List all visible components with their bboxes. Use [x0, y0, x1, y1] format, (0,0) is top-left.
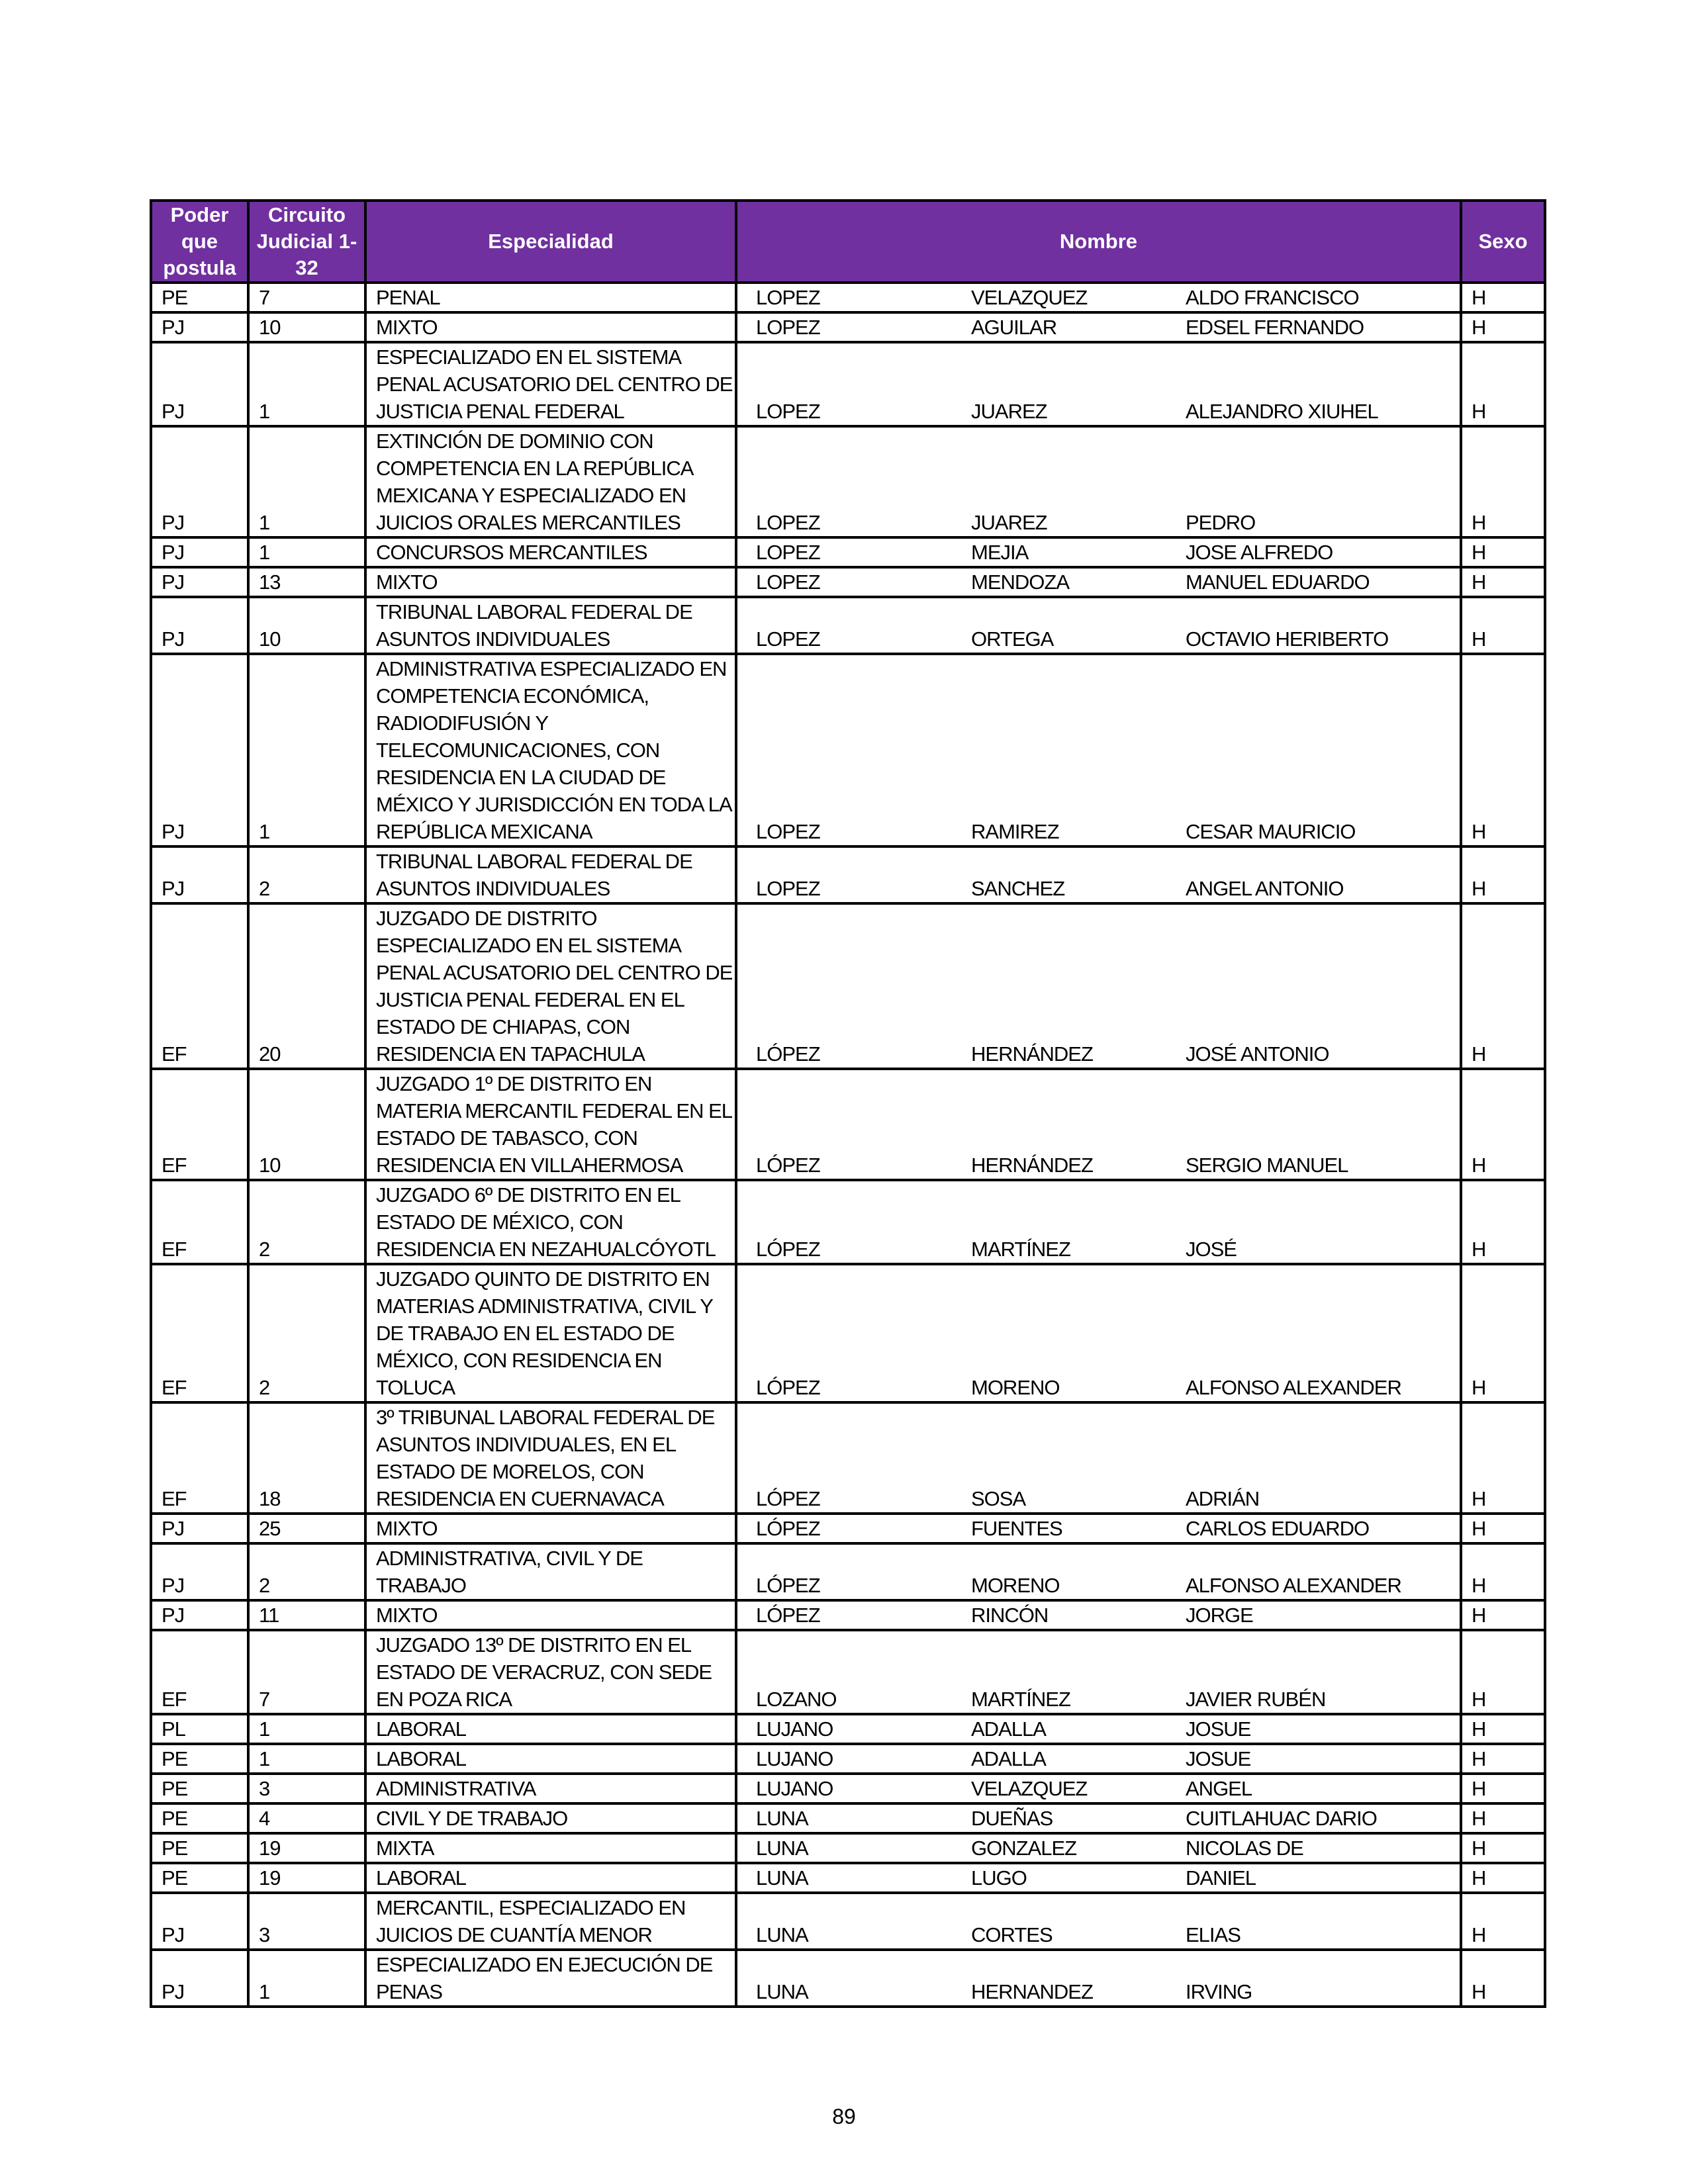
- cell-poder: EF: [151, 903, 248, 1069]
- cell-poder: PJ: [151, 537, 248, 567]
- table-row: [151, 1264, 1545, 1402]
- cell-nombre: [736, 1402, 1461, 1514]
- cell-circuito: 1: [248, 426, 365, 537]
- apellido-paterno: LOPEZ: [756, 511, 820, 534]
- cell-nombre: [736, 1264, 1461, 1402]
- cell-sexo: H: [1461, 1543, 1545, 1600]
- cell-nombre: [736, 654, 1461, 846]
- cell-circuito: 3: [248, 1774, 365, 1803]
- cell-especialidad: MIXTO: [365, 567, 736, 597]
- apellido-paterno: LOPEZ: [756, 400, 820, 423]
- apellido-paterno: LÓPEZ: [756, 1238, 820, 1261]
- apellido-paterno: LUJANO: [756, 1777, 833, 1800]
- cell-sexo: H: [1461, 597, 1545, 654]
- apellido-paterno: LOPEZ: [756, 541, 820, 564]
- apellido-materno: MORENO: [971, 1574, 1060, 1597]
- cell-poder: PJ: [151, 654, 248, 846]
- nombres: IRVING: [1186, 1980, 1252, 2003]
- header-nombre: Nombre: [736, 201, 1461, 283]
- nombres: JOSÉ ANTONIO: [1186, 1042, 1329, 1066]
- cell-poder: PJ: [151, 342, 248, 426]
- table-row: [151, 846, 1545, 903]
- table-row: [151, 1774, 1545, 1803]
- nombres: ALFONSO ALEXANDER: [1186, 1376, 1401, 1399]
- apellido-paterno: LÓPEZ: [756, 1376, 820, 1399]
- cell-especialidad: LABORAL: [365, 1714, 736, 1744]
- table-row: [151, 1402, 1545, 1514]
- table-row: [151, 1950, 1545, 2007]
- cell-nombre: [736, 342, 1461, 426]
- header-poder: Poder que postula: [151, 201, 248, 283]
- cell-circuito: 10: [248, 597, 365, 654]
- apellido-paterno: LÓPEZ: [756, 1042, 820, 1066]
- cell-nombre: [736, 537, 1461, 567]
- table-body: [151, 283, 1545, 2007]
- cell-especialidad: LABORAL: [365, 1744, 736, 1774]
- cell-circuito: 1: [248, 342, 365, 426]
- table-row: [151, 1863, 1545, 1893]
- cell-nombre: [736, 1180, 1461, 1264]
- cell-sexo: H: [1461, 1402, 1545, 1514]
- apellido-materno: DUEÑAS: [971, 1807, 1053, 1830]
- table-row: [151, 1514, 1545, 1543]
- cell-sexo: H: [1461, 1774, 1545, 1803]
- apellido-materno: VELAZQUEZ: [971, 1777, 1088, 1800]
- cell-circuito: 11: [248, 1600, 365, 1630]
- cell-nombre: [736, 283, 1461, 312]
- cell-circuito: 18: [248, 1402, 365, 1514]
- cell-sexo: H: [1461, 567, 1545, 597]
- nombres: ELIAS: [1186, 1923, 1241, 1946]
- cell-circuito: 7: [248, 283, 365, 312]
- cell-circuito: 2: [248, 846, 365, 903]
- cell-poder: PJ: [151, 597, 248, 654]
- cell-poder: PJ: [151, 1514, 248, 1543]
- apellido-paterno: LOZANO: [756, 1688, 837, 1711]
- apellido-paterno: LOPEZ: [756, 627, 820, 651]
- cell-poder: PE: [151, 283, 248, 312]
- cell-poder: PJ: [151, 1600, 248, 1630]
- apellido-paterno: LUNA: [756, 1923, 808, 1946]
- cell-especialidad: ESPECIALIZADO EN EJECUCIÓN DE PENAS: [365, 1950, 736, 2007]
- apellido-materno: ORTEGA: [971, 627, 1054, 651]
- apellido-paterno: LUNA: [756, 1980, 808, 2003]
- cell-circuito: 10: [248, 312, 365, 342]
- cell-especialidad: TRIBUNAL LABORAL FEDERAL DE ASUNTOS INDIVIDUALES: [365, 597, 736, 654]
- nombres: PEDRO: [1186, 511, 1256, 534]
- apellido-materno: CORTES: [971, 1923, 1053, 1946]
- cell-circuito: 2: [248, 1264, 365, 1402]
- cell-nombre: [736, 1514, 1461, 1543]
- apellido-materno: GONZALEZ: [971, 1837, 1077, 1860]
- cell-especialidad: ADMINISTRATIVA: [365, 1774, 736, 1803]
- cell-sexo: H: [1461, 1069, 1545, 1180]
- cell-sexo: H: [1461, 1264, 1545, 1402]
- cell-circuito: 1: [248, 654, 365, 846]
- apellido-paterno: LUNA: [756, 1807, 808, 1830]
- cell-especialidad: CIVIL Y DE TRABAJO: [365, 1803, 736, 1833]
- apellido-paterno: LÓPEZ: [756, 1604, 820, 1627]
- nombres: MANUEL EDUARDO: [1186, 570, 1370, 594]
- cell-nombre: [736, 1600, 1461, 1630]
- nombres: NICOLAS DE: [1186, 1837, 1303, 1860]
- cell-circuito: 2: [248, 1180, 365, 1264]
- apellido-paterno: LOPEZ: [756, 570, 820, 594]
- apellido-paterno: LÓPEZ: [756, 1517, 820, 1540]
- table-row: [151, 1714, 1545, 1744]
- cell-sexo: H: [1461, 654, 1545, 846]
- cell-poder: PE: [151, 1863, 248, 1893]
- nombres: JOSUE: [1186, 1717, 1251, 1741]
- apellido-materno: MEJIA: [971, 541, 1029, 564]
- cell-nombre: [736, 426, 1461, 537]
- cell-poder: EF: [151, 1264, 248, 1402]
- apellido-paterno: LOPEZ: [756, 286, 820, 309]
- nombres: ALEJANDRO XIUHEL: [1186, 400, 1378, 423]
- nombres: CUITLAHUAC DARIO: [1186, 1807, 1377, 1830]
- cell-sexo: H: [1461, 846, 1545, 903]
- cell-sexo: H: [1461, 283, 1545, 312]
- cell-especialidad: MIXTO: [365, 1514, 736, 1543]
- cell-especialidad: PENAL: [365, 283, 736, 312]
- cell-especialidad: ADMINISTRATIVA ESPECIALIZADO EN COMPETENCIA ECONÓMICA, RADIODIFUSIÓN Y TELECOMUNICACIONES, CON RESIDENCIA EN LA CIUDAD DE MÉXICO Y JURISDICCIÓN EN TODA LA REPÚBLICA MEXICANA: [365, 654, 736, 846]
- apellido-paterno: LOPEZ: [756, 316, 820, 339]
- nombres: JORGE: [1186, 1604, 1253, 1627]
- cell-sexo: H: [1461, 1803, 1545, 1833]
- table-row: [151, 1803, 1545, 1833]
- nombres: ANGEL: [1186, 1777, 1252, 1800]
- cell-circuito: 10: [248, 1069, 365, 1180]
- apellido-paterno: LOPEZ: [756, 820, 820, 843]
- cell-sexo: H: [1461, 1600, 1545, 1630]
- apellido-materno: RAMIREZ: [971, 820, 1059, 843]
- cell-poder: PJ: [151, 426, 248, 537]
- table-header: [151, 201, 1545, 283]
- cell-nombre: [736, 1543, 1461, 1600]
- cell-nombre: [736, 846, 1461, 903]
- nombres: EDSEL FERNANDO: [1186, 316, 1364, 339]
- cell-circuito: 20: [248, 903, 365, 1069]
- table-row: [151, 1744, 1545, 1774]
- apellido-materno: SOSA: [971, 1487, 1026, 1510]
- cell-circuito: 25: [248, 1514, 365, 1543]
- table-row: [151, 654, 1545, 846]
- cell-especialidad: JUZGADO DE DISTRITO ESPECIALIZADO EN EL SISTEMA PENAL ACUSATORIO DEL CENTRO DE JUSTICIA PENAL FEDERAL EN EL ESTADO DE CHIAPAS, CON RESIDENCIA EN TAPACHULA: [365, 903, 736, 1069]
- apellido-paterno: LUJANO: [756, 1717, 833, 1741]
- nombres: DANIEL: [1186, 1866, 1256, 1889]
- cell-nombre: [736, 903, 1461, 1069]
- cell-sexo: H: [1461, 426, 1545, 537]
- cell-poder: PE: [151, 1803, 248, 1833]
- nombres: OCTAVIO HERIBERTO: [1186, 627, 1389, 651]
- cell-nombre: [736, 597, 1461, 654]
- cell-nombre: [736, 1893, 1461, 1950]
- cell-especialidad: MIXTO: [365, 312, 736, 342]
- apellido-paterno: LOPEZ: [756, 877, 820, 900]
- cell-circuito: 4: [248, 1803, 365, 1833]
- page-number: 89: [832, 2105, 856, 2128]
- cell-circuito: 1: [248, 1950, 365, 2007]
- apellido-paterno: LUNA: [756, 1837, 808, 1860]
- cell-sexo: H: [1461, 1744, 1545, 1774]
- cell-circuito: 3: [248, 1893, 365, 1950]
- apellido-materno: ADALLA: [971, 1717, 1046, 1741]
- table-row: [151, 1069, 1545, 1180]
- cell-poder: PJ: [151, 567, 248, 597]
- apellido-materno: MORENO: [971, 1376, 1060, 1399]
- table-row: [151, 1543, 1545, 1600]
- table-row: [151, 1630, 1545, 1714]
- cell-especialidad: LABORAL: [365, 1863, 736, 1893]
- table-row: [151, 903, 1545, 1069]
- apellido-materno: RINCÓN: [971, 1604, 1049, 1627]
- cell-especialidad: 3º TRIBUNAL LABORAL FEDERAL DE ASUNTOS INDIVIDUALES, EN EL ESTADO DE MORELOS, CON RESIDENCIA EN CUERNAVACA: [365, 1402, 736, 1514]
- nombres: ALFONSO ALEXANDER: [1186, 1574, 1401, 1597]
- nombres: SERGIO MANUEL: [1186, 1154, 1348, 1177]
- apellido-paterno: LUNA: [756, 1866, 808, 1889]
- table-row: [151, 597, 1545, 654]
- nombres: CESAR MAURICIO: [1186, 820, 1356, 843]
- cell-poder: PE: [151, 1833, 248, 1863]
- apellido-materno: MENDOZA: [971, 570, 1069, 594]
- cell-sexo: H: [1461, 312, 1545, 342]
- apellido-paterno: LÓPEZ: [756, 1154, 820, 1177]
- cell-poder: PE: [151, 1744, 248, 1774]
- cell-poder: PJ: [151, 1950, 248, 2007]
- apellido-materno: HERNÁNDEZ: [971, 1154, 1093, 1177]
- cell-circuito: 2: [248, 1543, 365, 1600]
- cell-nombre: [736, 1863, 1461, 1893]
- table-row: [151, 283, 1545, 312]
- cell-especialidad: EXTINCIÓN DE DOMINIO CON COMPETENCIA EN LA REPÚBLICA MEXICANA Y ESPECIALIZADO EN JUICIOS ORALES MERCANTILES: [365, 426, 736, 537]
- cell-especialidad: CONCURSOS MERCANTILES: [365, 537, 736, 567]
- cell-circuito: 7: [248, 1630, 365, 1714]
- nombres: JOSE ALFREDO: [1186, 541, 1333, 564]
- cell-especialidad: TRIBUNAL LABORAL FEDERAL DE ASUNTOS INDIVIDUALES: [365, 846, 736, 903]
- nombres: ANGEL ANTONIO: [1186, 877, 1344, 900]
- cell-sexo: H: [1461, 1950, 1545, 2007]
- cell-nombre: [736, 1833, 1461, 1863]
- cell-poder: EF: [151, 1630, 248, 1714]
- apellido-materno: AGUILAR: [971, 316, 1057, 339]
- header-circuito: Circuito Judicial 1-32: [248, 201, 365, 283]
- apellido-materno: JUAREZ: [971, 511, 1047, 534]
- cell-especialidad: JUZGADO 13º DE DISTRITO EN EL ESTADO DE VERACRUZ, CON SEDE EN POZA RICA: [365, 1630, 736, 1714]
- cell-sexo: H: [1461, 1714, 1545, 1744]
- cell-sexo: H: [1461, 903, 1545, 1069]
- cell-especialidad: ESPECIALIZADO EN EL SISTEMA PENAL ACUSATORIO DEL CENTRO DE JUSTICIA PENAL FEDERAL: [365, 342, 736, 426]
- cell-poder: EF: [151, 1069, 248, 1180]
- apellido-materno: LUGO: [971, 1866, 1027, 1889]
- cell-poder: PJ: [151, 1893, 248, 1950]
- nombres: ADRIÁN: [1186, 1487, 1260, 1510]
- apellido-materno: JUAREZ: [971, 400, 1047, 423]
- apellido-materno: HERNANDEZ: [971, 1980, 1093, 2003]
- cell-poder: EF: [151, 1180, 248, 1264]
- cell-poder: PJ: [151, 1543, 248, 1600]
- cell-circuito: 19: [248, 1863, 365, 1893]
- apellido-paterno: LÓPEZ: [756, 1574, 820, 1597]
- table-row: [151, 1893, 1545, 1950]
- cell-especialidad: MERCANTIL, ESPECIALIZADO EN JUICIOS DE CUANTÍA MENOR: [365, 1893, 736, 1950]
- apellido-materno: HERNÁNDEZ: [971, 1042, 1093, 1066]
- nombres: CARLOS EDUARDO: [1186, 1517, 1370, 1540]
- table-row: [151, 342, 1545, 426]
- table-row: [151, 426, 1545, 537]
- table-row: [151, 1833, 1545, 1863]
- apellido-materno: MARTÍNEZ: [971, 1688, 1070, 1711]
- cell-especialidad: MIXTA: [365, 1833, 736, 1863]
- apellido-materno: VELAZQUEZ: [971, 286, 1088, 309]
- apellido-materno: FUENTES: [971, 1517, 1062, 1540]
- cell-circuito: 1: [248, 537, 365, 567]
- cell-nombre: [736, 1714, 1461, 1744]
- cell-especialidad: JUZGADO 1º DE DISTRITO EN MATERIA MERCANTIL FEDERAL EN EL ESTADO DE TABASCO, CON RESIDENCIA EN VILLAHERMOSA: [365, 1069, 736, 1180]
- apellido-paterno: LÓPEZ: [756, 1487, 820, 1510]
- cell-nombre: [736, 312, 1461, 342]
- cell-especialidad: JUZGADO QUINTO DE DISTRITO EN MATERIAS ADMINISTRATIVA, CIVIL Y DE TRABAJO EN EL ESTADO DE MÉXICO, CON RESIDENCIA EN TOLUCA: [365, 1264, 736, 1402]
- cell-especialidad: MIXTO: [365, 1600, 736, 1630]
- table-row: [151, 1600, 1545, 1630]
- table-row: [151, 537, 1545, 567]
- cell-sexo: H: [1461, 537, 1545, 567]
- cell-sexo: H: [1461, 1833, 1545, 1863]
- cell-sexo: H: [1461, 1893, 1545, 1950]
- cell-poder: PJ: [151, 846, 248, 903]
- nombres: ALDO FRANCISCO: [1186, 286, 1359, 309]
- cell-nombre: [736, 1630, 1461, 1714]
- cell-nombre: [736, 1803, 1461, 1833]
- cell-circuito: 19: [248, 1833, 365, 1863]
- cell-nombre: [736, 567, 1461, 597]
- cell-especialidad: JUZGADO 6º DE DISTRITO EN EL ESTADO DE MÉXICO, CON RESIDENCIA EN NEZAHUALCÓYOTL: [365, 1180, 736, 1264]
- cell-poder: EF: [151, 1402, 248, 1514]
- nombres: JAVIER RUBÉN: [1186, 1688, 1326, 1711]
- nombres: JOSUE: [1186, 1747, 1251, 1770]
- cell-nombre: [736, 1744, 1461, 1774]
- apellido-materno: ADALLA: [971, 1747, 1046, 1770]
- cell-nombre: [736, 1950, 1461, 2007]
- header-especialidad: Especialidad: [365, 201, 736, 283]
- cell-circuito: 1: [248, 1714, 365, 1744]
- cell-poder: PJ: [151, 312, 248, 342]
- cell-nombre: [736, 1774, 1461, 1803]
- apellido-materno: SANCHEZ: [971, 877, 1065, 900]
- apellido-paterno: LUJANO: [756, 1747, 833, 1770]
- apellido-materno: MARTÍNEZ: [971, 1238, 1070, 1261]
- cell-sexo: H: [1461, 1630, 1545, 1714]
- table-row: [151, 567, 1545, 597]
- table-row: [151, 312, 1545, 342]
- cell-sexo: H: [1461, 1514, 1545, 1543]
- nombres: JOSÉ: [1186, 1238, 1237, 1261]
- cell-circuito: 1: [248, 1744, 365, 1774]
- cell-nombre: [736, 1069, 1461, 1180]
- header-sexo: Sexo: [1461, 201, 1545, 283]
- candidates-table: [150, 199, 1546, 2008]
- cell-sexo: H: [1461, 1863, 1545, 1893]
- cell-poder: PE: [151, 1774, 248, 1803]
- cell-sexo: H: [1461, 1180, 1545, 1264]
- cell-especialidad: ADMINISTRATIVA, CIVIL Y DE TRABAJO: [365, 1543, 736, 1600]
- cell-circuito: 13: [248, 567, 365, 597]
- cell-poder: PL: [151, 1714, 248, 1744]
- cell-sexo: H: [1461, 342, 1545, 426]
- table-row: [151, 1180, 1545, 1264]
